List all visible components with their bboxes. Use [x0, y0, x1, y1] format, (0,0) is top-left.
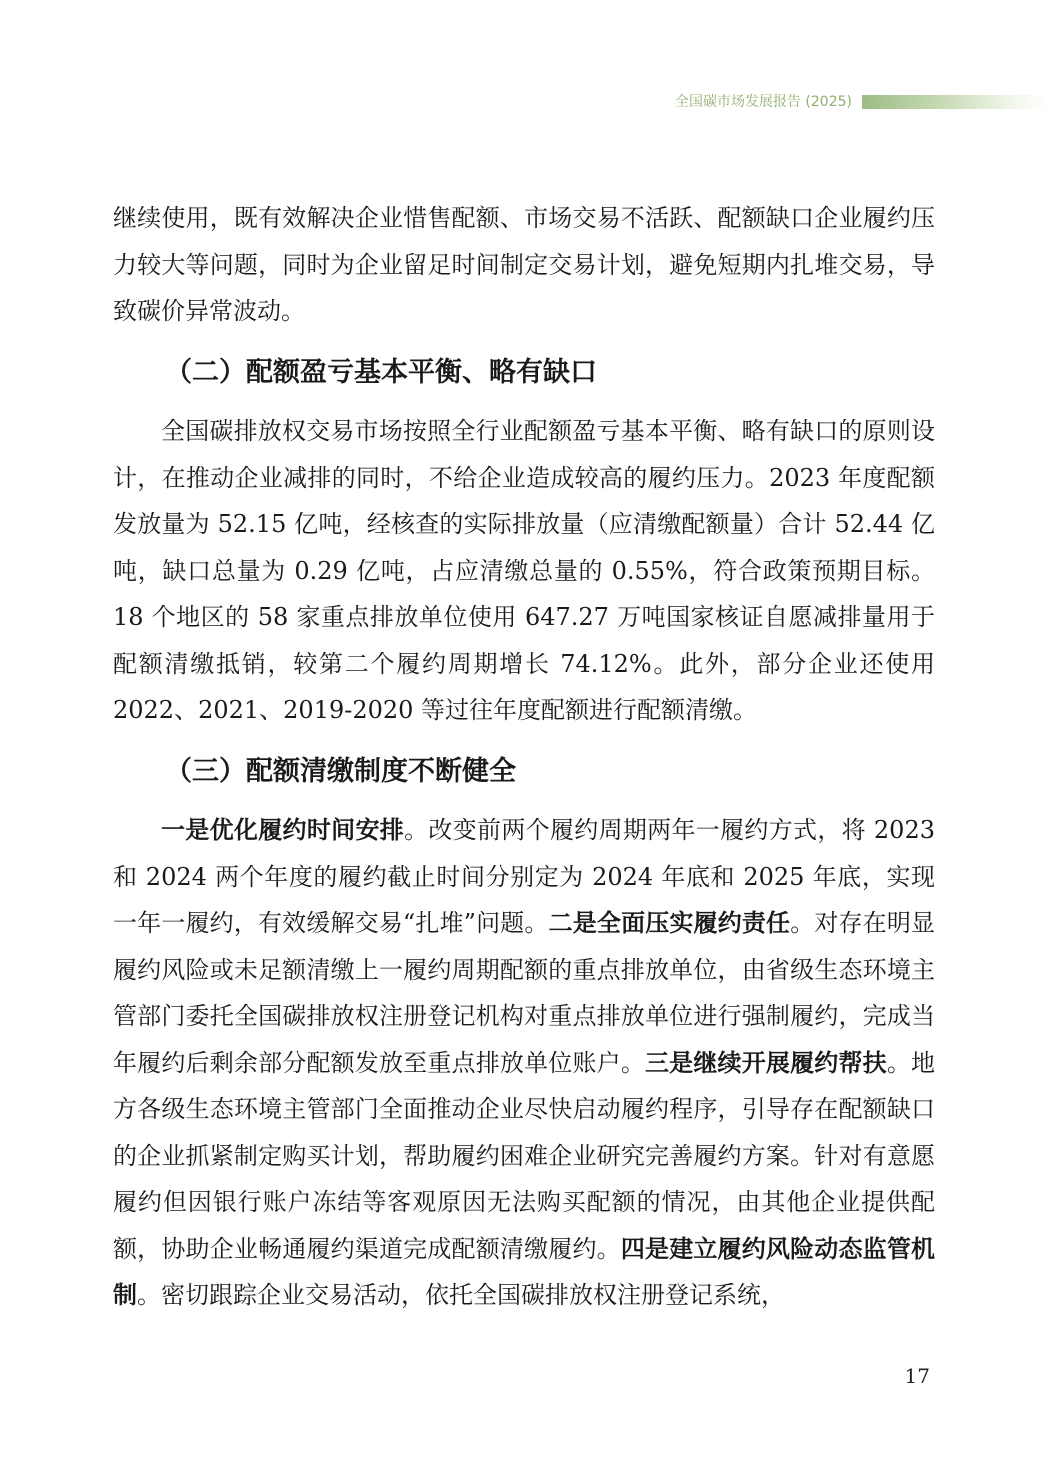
section-3-paragraph — [113, 807, 935, 1319]
point-2-text: 。对存在明显履约风险或未足额清缴上一履约周期配额的重点排放单位，由省级生态环境主管部门委托全国碳排放权注册登记机构对重点排放单位进行强制履约，完成当年履约后剩余部分配额发放至重点排放单位账户。 — [113, 909, 936, 1077]
section-heading-2: （二）配额盈亏基本平衡、略有缺口 — [165, 356, 597, 388]
header-decorative-bar — [862, 95, 1048, 109]
page-content — [113, 195, 935, 1319]
point-1-text: 。改变前两个履约周期两年一履约方式，将 2023 和 2024 两个年度的履约截止时间分别定为 2024 年底和 2025 年底，实现一年一履约，有效缓解交易“扎堆”问题。 — [113, 816, 935, 937]
point-1-title: 一是优化履约时间安排 — [161, 815, 405, 844]
report-title-header: 全国碳市场发展报告 (2025) — [674, 94, 852, 110]
page-number: 17 — [904, 1364, 930, 1388]
section-2-paragraph: 全国碳排放权交易市场按照全行业配额盈亏基本平衡、略有缺口的原则设计，在推动企业减排的同时，不给企业造成较高的履约压力。2023 年度配额发放量为 52.15 亿吨，经核查的实际排放量（应清缴配额量）合计 52.44 亿吨，缺口总量为 0.29 亿吨，占应清缴总量的 0.55%，符合政策预期目标。18 个地区的 58 家重点排放单位使用 647.27 万吨国家核证自愿减排量用于配额清缴抵销，较第二个履约周期增长 74.12%。此外，部分企业还使用 2022、2021、2019-2020 等过往年度配额进行配额清缴。 — [113, 417, 935, 724]
point-3-text: 。地方各级生态环境主管部门全面推动企业尽快启动履约程序，引导存在配额缺口的企业抓紧制定购买计划，帮助履约困难企业研究完善履约方案。针对有意愿履约但因银行账户冻结等客观原因无法购买配额的情况，由其他企业提供配额，协助企业畅通履约渠道完成配额清缴履约。 — [113, 1048, 936, 1263]
point-2-title: 二是全面压实履约责任 — [548, 908, 791, 937]
point-4-title: 四是建立履约风险动态监管机制 — [113, 1233, 936, 1309]
intro-paragraph: 继续使用，既有效解决企业惜售配额、市场交易不活跃、配额缺口企业履约压力较大等问题，同时为企业留足时间制定交易计划，避免短期内扎堆交易，导致碳价异常波动。 — [113, 204, 935, 325]
running-header — [0, 92, 1048, 112]
section-heading-3: （三）配额清缴制度不断健全 — [165, 755, 516, 787]
point-3-title: 三是继续开展履约帮扶 — [645, 1047, 887, 1077]
point-4-text: 。密切跟踪企业交易活动，依托全国碳排放权注册登记系统， — [137, 1281, 785, 1309]
